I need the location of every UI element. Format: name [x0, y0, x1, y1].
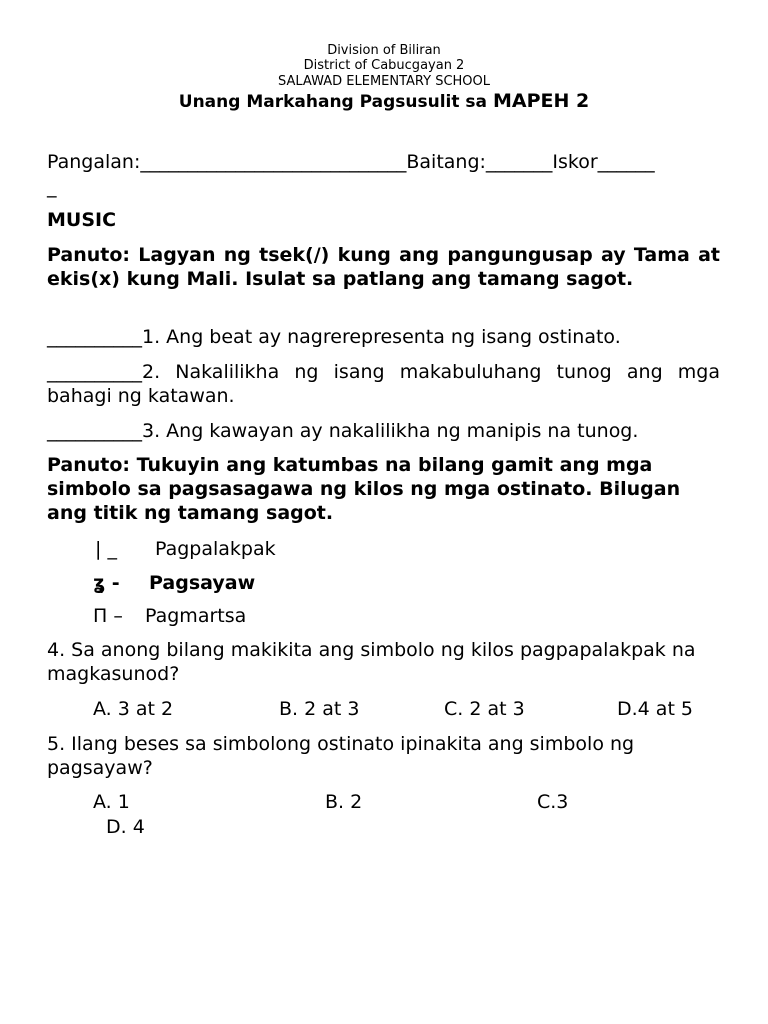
student-info-line: Pangalan:____________________________Baitang:_______Iskor______ [47, 151, 655, 173]
dance-label: Pagsayaw [149, 572, 256, 594]
dance-symbol: ʓ - [93, 572, 120, 594]
question-5-text: 5. Ilang beses sa simbolong ostinato ipinakita ang simbolo ng pagsayaw? [47, 733, 635, 779]
question-4-choice-c: C. 2 at 3 [444, 698, 525, 720]
clap-symbol: | _ [95, 538, 117, 560]
instructions-true-false: Panuto: Lagyan ng tsek(/) kung ang pangungusap ay Tama at ekis(x) kung Mali. Isulat sa patlang ang tamang sagot. [47, 244, 720, 290]
question-4-choice-a: A. 3 at 2 [93, 698, 174, 720]
student-info-continuation: _ [47, 176, 57, 198]
exam-title-prefix: Unang Markahang Pagsusulit sa [178, 92, 493, 112]
instructions-symbols: Panuto: Tukuyin ang katumbas na bilang gamit ang mga simbolo sa pagsasagawa ng kilos ng mga ostinato. Bilugan ang titik ng tamang sagot. [47, 454, 681, 524]
question-4-choice-d: D.4 at 5 [617, 698, 694, 720]
section-heading-music: MUSIC [47, 209, 117, 231]
true-false-item-2: __________2. Nakalilikha ng isang makabuluhang tunog ang mga bahagi ng katawan. [47, 361, 720, 407]
question-5-choice-c: C.3 [537, 791, 569, 813]
true-false-item-1: __________1. Ang beat ay nagrerepresenta ng isang ostinato. [47, 326, 621, 348]
clap-label: Pagpalakpak [155, 538, 276, 560]
district-name: District of Cabucgayan 2 [303, 58, 465, 73]
question-4-text: 4. Sa anong bilang makikita ang simbolo ng kilos pagpapalakpak na magkasunod? [47, 639, 696, 685]
division-name: Division of Biliran [327, 43, 441, 58]
march-label: Pagmartsa [145, 605, 247, 627]
march-symbol: Π – [93, 605, 123, 627]
question-5-choice-a: A. 1 [93, 791, 130, 813]
question-5-choice-d: D. 4 [106, 816, 145, 838]
question-4-choice-b: B. 2 at 3 [279, 698, 360, 720]
school-name: SALAWAD ELEMENTARY SCHOOL [277, 74, 491, 89]
question-5-choice-b: B. 2 [325, 791, 363, 813]
exam-title-subject: MAPEH 2 [492, 90, 590, 112]
exam-title [0, 90, 768, 112]
true-false-item-3: __________3. Ang kawayan ay nakalilikha ng manipis na tunog. [47, 420, 639, 442]
